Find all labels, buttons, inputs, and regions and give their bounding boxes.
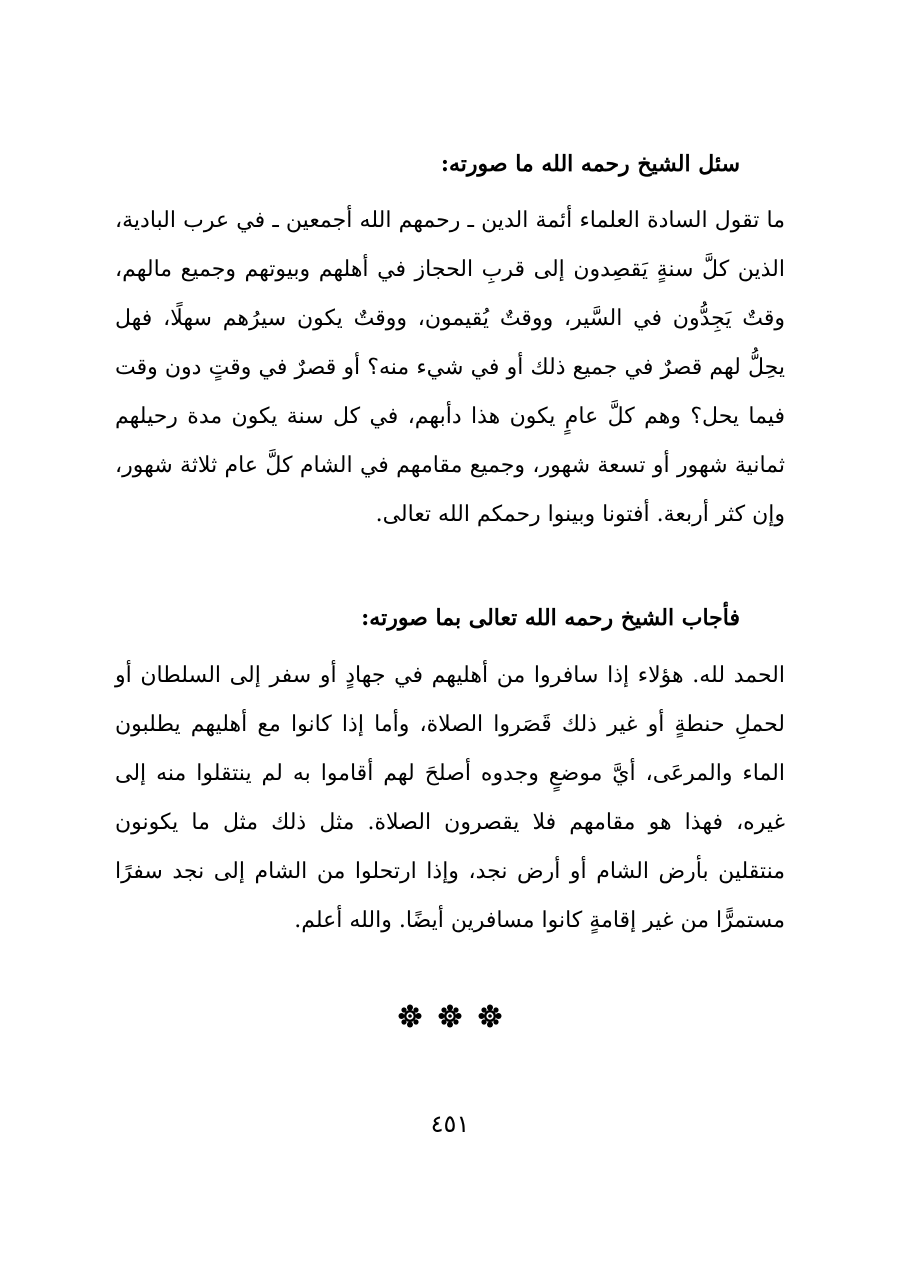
- page-number: ٤٥١: [430, 1110, 470, 1138]
- answer-paragraph: الحمد لله. هؤلاء إذا سافروا من أهليهم في جهادٍ أو سفر إلى السلطان أو لحملِ حنطةٍ أو غير ذلك قَصَروا الصلاة، وأما إذا كانوا مع أهليهم يطلبون الماء والمرعَى، أيَّ موضعٍ وجدوه أصلحَ لهم أقاموا به لم ينتقلوا منه إلى غيره، فهذا هو مقامهم فلا يقصرون الصلاة. مثل ذلك مثل ما يكونون منتقلين بأرض الشام أو أرض نجد، وإذا ارتحلوا من الشام إلى نجد سفرًا مستمرًّا من غير إقامةٍ كانوا مسافرين أيضًا. والله أعلم.: [115, 663, 785, 933]
- answer-heading: فأجاب الشيخ رحمه الله تعالى بما صورته:: [361, 605, 740, 631]
- flower-ornament-icon: [398, 1004, 422, 1028]
- flower-ornament-icon: [438, 1004, 462, 1028]
- flower-ornament-icon: [478, 1004, 502, 1028]
- section-divider-ornaments: [0, 1004, 900, 1028]
- question-paragraph: ما تقول السادة العلماء أئمة الدين ـ رحمهم الله أجمعين ـ في عرب البادية، الذين كلَّ سنةٍ يَقصِدون إلى قربِ الحجاز في أهلهم وبيوتهم وجميع مالهم، وقتٌ يَجِدُّون في السَّير، ووقتٌ يُقيمون، ووقتٌ يكون سيرُهم سهلًا، فهل يحِلُّ لهم قصرٌ في جميع ذلك أو في شيء منه؟ أو قصرٌ في وقتٍ دون وقت فيما يحل؟ وهم كلَّ عامٍ يكون هذا دأبهم، في كل سنة يكون مدة رحيلهم ثمانية شهور أو تسعة شهور، وجميع مقامهم في الشام كلَّ عام ثلاثة شهور، وإن كثر أربعة. أفتونا وبينوا رحمكم الله تعالى.: [115, 208, 785, 527]
- question-heading: سئل الشيخ رحمه الله ما صورته:: [440, 151, 740, 177]
